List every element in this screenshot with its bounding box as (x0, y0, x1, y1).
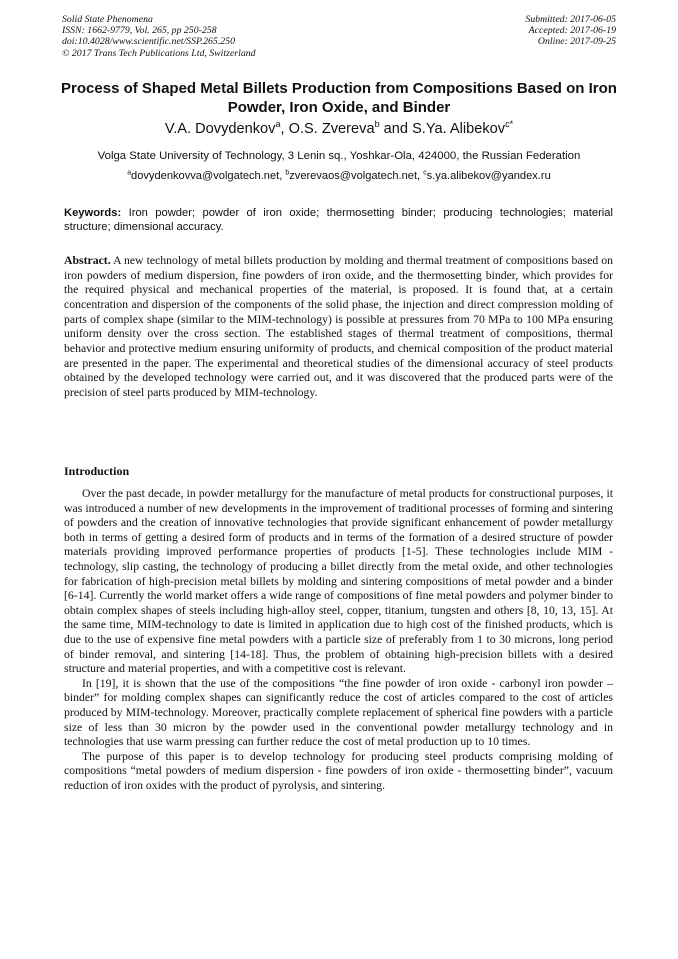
introduction-body (64, 487, 613, 793)
journal-info (62, 14, 256, 59)
affiliation: Volga State University of Technology, 3 Lenin sq., Yoshkar-Ola, 424000, the Russian Federation (97, 150, 581, 162)
author-separator: and (379, 121, 413, 137)
accepted-date: Accepted: 2017-06-19 (528, 25, 616, 37)
paragraph: The purpose of this paper is to develop technology for producing steel products comprising molding of compositions “metal powders of medium dispersion - fine powders of iron oxide - thermosetting binder”, vacuum reduction of iron oxides with the product of pyrolysis, and sintering. (64, 749, 613, 792)
submission-dates (525, 14, 616, 48)
author-affil-mark: b (374, 119, 380, 130)
author-name: S.Ya. Alibekov (412, 121, 506, 137)
abstract-block (64, 254, 613, 401)
paragraph: Over the past decade, in powder metallurgy for the manufacture of metal products for constructional purposes, it was introduced a number of new developments in the improvement of traditional processes of forming and sintering of powders and the creation of innovative technologies that provide significant enhancement of powder metallurgy both in terms of getting a desired form of products and in terms of the formation of a desired structure of powder materials providing improved performance properties of products [1-5]. These technologies include MIM - technology, slip casting, the technology of producing a billet directly from the metal oxide, and other technologies for fabrication of high-precision metal billets by molding and sintering compositions of metal powder and a binder [6-14]. Currently the world market offers a wide range of compositions of fine metal powders and polymer binder to obtain complex shapes of steels including high-alloy steel, copper, titanium, tungsten and others [8, 10, 13, 15]. At the same time, MIM-technology to date is limited in application due to high cost of the finished products, which is due to the use of expensive fine metal powders with a particle size of preferably from 1 to 30 microns, long period of binder removal, and sintering [14-18]. Thus, the problem of obtaining high-precision billets with a desired structure and material properties, and with a competitive cost is relevant. (64, 487, 613, 676)
online-date: Online: 2017-09-25 (537, 36, 616, 48)
issn-line: ISSN: 1662-9779, Vol. 265, pp 250-258 (62, 25, 217, 37)
email-mark: b (285, 169, 290, 177)
abstract-text: A new technology of metal billets production by molding and thermal treatment of compositions based on iron powders of medium dispersion, fine powders of iron oxide, and the thermosetting binder, which provides for the required physical and mechanical properties of the material, is proposed. It is found that, at a certain concentration and dispersion of the components of the solid phase, the injection and direct compression molding of parts of complex shape (similar to the MIM-technology) is possible at pressures from 70 MPa to 100 MPa ensuring uniform density over the cross section. The established stages of thermal treatment of compositions, thermal behavior and protective medium ensuring uniformity of products, and chemical composition of the product material are presented in the paper. The experimental and theoretical studies of the dimensional accuracy of steel products obtained by the developed technology were carried out, and it was discovered that the produced parts were of the precision of steel parts produced by MIM-technology. (64, 254, 614, 399)
keywords-block (64, 206, 613, 235)
author-affil-mark: c* (505, 119, 514, 130)
email-address: s.ya.alibekov@yandex.ru (426, 170, 551, 182)
keywords-text: Iron powder; powder of iron oxide; thermosetting binder; producing technologies; material structure; dimensional accuracy. (64, 207, 613, 234)
email-address: dovydenkovva@volgatech.net, (131, 170, 286, 182)
submitted-date: Submitted: 2017-06-05 (525, 14, 616, 25)
email-list (40, 170, 638, 182)
paragraph: In [19], it is shown that the use of the compositions “the fine powder of iron oxide - carbonyl iron powder – binder” for molding complex shapes can significantly reduce the cost of articles compared to the cost of articles produced by MIM-technology. Moreover, practically complete replacement of spherical fine powders with a particle size of less than 30 micron by the powder used in the conventional powder metallurgy technology and in technologies that use warm pressing can further reduce the cost of metal production up to 10 times. (64, 676, 613, 749)
email-address: zverevaos@volgatech.net, (289, 170, 424, 182)
paper-title: Process of Shaped Metal Billets Production from Compositions Based on Iron Powder, Iron Oxide, and Binder (61, 80, 617, 116)
abstract-label: Abstract. (64, 254, 111, 267)
copyright-line: © 2017 Trans Tech Publications Ltd, Switzerland (62, 47, 256, 59)
email-mark: c (423, 169, 427, 177)
email-mark: a (127, 169, 132, 177)
author-list (40, 121, 638, 137)
author-name: O.S. Zvereva (288, 121, 375, 137)
keywords-label: Keywords: (64, 207, 122, 219)
introduction-heading: Introduction (64, 464, 130, 478)
doi-line: doi:10.4028/www.scientific.net/SSP.265.250 (62, 36, 235, 48)
journal-name: Solid State Phenomena (62, 14, 153, 25)
author-name: V.A. Dovydenkov (164, 121, 276, 137)
author-affil-mark: a (275, 119, 281, 130)
author-separator: , (280, 121, 289, 137)
